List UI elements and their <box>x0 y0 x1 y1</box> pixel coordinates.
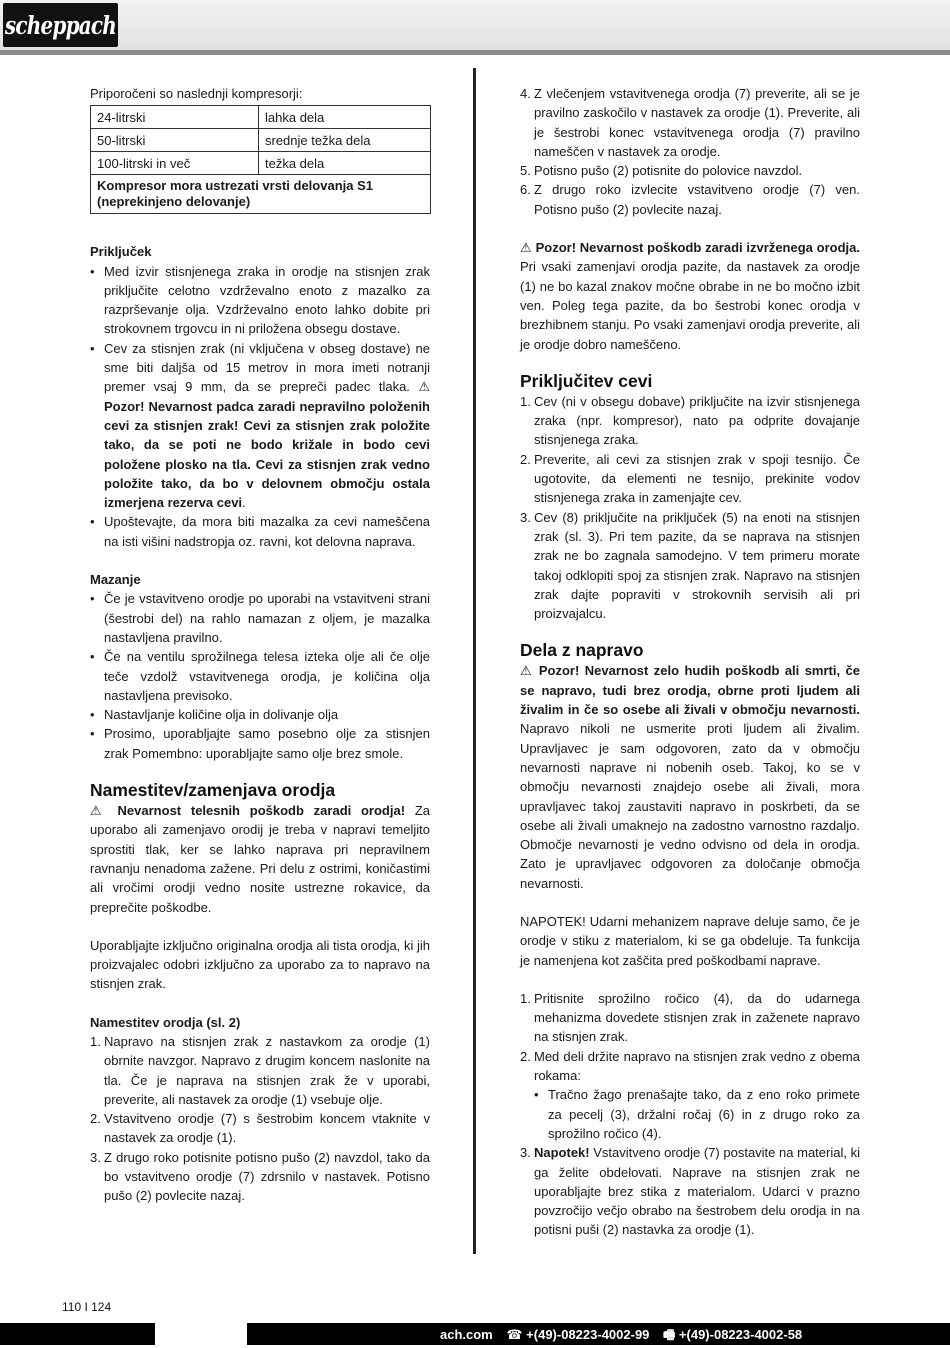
list-item: 1. Pritisnite sprožilno ročico (4), da do udarnega mehanizma dovedete stisnjen zrak in zaženete napravo na stisnjen zrak. <box>520 990 860 1045</box>
compressor-table <box>90 105 431 214</box>
header-bar <box>0 0 950 50</box>
table-row <box>91 175 431 214</box>
table-row <box>91 106 431 129</box>
list-item: 1. Napravo na stisnjen zrak z nastavkom za orodje (1) obrnite navzgor. Napravo z drugim koncem naslonite na tla. Če je naprava na stisnjen zrak že v uporabi, preverite, ali nastavek za orodje (1) vsebuje olje. <box>90 1033 430 1107</box>
list-item: • Nastavljanje količine olja in dolivanje olja <box>90 707 339 723</box>
table-cell: 100-litrski in več <box>91 152 259 175</box>
table-cell: lahka dela <box>259 106 431 129</box>
table-note: Kompresor mora ustrezati vrsti delovanja S1 (neprekinjeno delovanje) <box>91 175 431 214</box>
dela-warning: ⚠ Pozor! Nevarnost zelo hudih poškodb ali smrti, če se napravo, tudi brez orodja, obrne proti ljudem ali živalim in če so osebe ali živali v območju nevarnosti. Napravo nikoli ne usmerite proti ljudem ali živalim. Upravljavec je sam odgovoren, zato da v območju nevarnosti naprave ni nobenih oseb. Takoj, ko se v območju nevarnosti znajdejo osebe ali živali, mora upravljavec takoj zaustaviti napravo in poskrbeti, da se osebe ali živali umaknejo na zadostno varnostno razdaljo. Območje nevarnosti je vedno odvisno od dela in orodja. Zato je upravljavec odgovoren za določanje območja nevarnosti. <box>520 663 860 891</box>
prikljucitev-steps <box>520 392 860 624</box>
section-heading-prikljucek: Priključek <box>90 244 152 260</box>
brand-logo <box>3 3 118 47</box>
compressor-intro: Priporočeni so naslednji kompresorji: <box>90 86 303 101</box>
left-column <box>90 84 430 1206</box>
list-item: 6. Z drugo roko izvlecite vstavitveno orodje (7) ven. Potisno pušo (2) povlecite nazaj. <box>520 182 860 217</box>
dela-steps <box>520 989 860 1240</box>
namestitev-warning: ⚠ Nevarnost telesnih poškodb zaradi orodja! Za uporabo ali zamenjavo orodij je treba v napravi temeljito sprostiti tlak, ker se lahko naprava pri nepravilnem ravnanju nenadoma zažene. Pri delu z ostrimi, koničastimi ali vročimi orodji vedno nosite ustrezne rokavice, da preprečite poškodbe. <box>90 803 430 915</box>
table-row <box>91 129 431 152</box>
list-item: 2. Med deli držite napravo na stisnjen zrak vedno z obema rokama: • Tračno žago prenašajte tako, da z eno roko primete za pecelj (3), držalni ročaj (6) in z drugo roko za sprožilno ročico (4). <box>520 1047 860 1143</box>
dela-sublist <box>534 1085 860 1143</box>
footer-web[interactable]: ach.com <box>440 1327 493 1342</box>
list-item: • Med izvir stisnjenega zraka in orodje na stisnjen zrak priključite celotno vzdrževalno enoto z mazalko za razprševanje olja. Vzdrževalno enoto lahko dobite pri strokovnem trgovcu in ni priložena obsegu dostave. <box>90 263 430 337</box>
namestitev-steps-continued <box>520 84 860 219</box>
section-heading-mazanje: Mazanje <box>90 572 141 588</box>
list-item: • Upoštevajte, da mora biti mazalka za cevi nameščena na isti višini nadstropja oz. ravni, kot delovna naprava. <box>90 514 430 549</box>
list-item: 2. Preverite, ali cevi za stisnjen zrak v spoji tesnijo. Če ugotovite, da elementi ne tesnijo, prekinite vodov stisnjenega zraka in zamenjajte cev. <box>520 451 860 506</box>
subsection-heading-namestitev-orodja: Namestitev orodja (sl. 2) <box>90 1014 241 1030</box>
mazanje-list <box>90 589 430 763</box>
list-item: • Če na ventilu sprožilnega telesa izteka olje ali če olje teče vzdolž vstavitvenega orodja, je količina olja nastavljena previsoko. <box>90 649 430 703</box>
list-item: 1. Cev (ni v obsegu dobave) priključite na izvir stisnjenega zraka (npr. kompresor), nato pa odprite dovajanje stisnjenega zraka. <box>520 393 860 448</box>
list-item: • Cev za stisnjen zrak (ni vključena v obseg dostave) ne sme biti daljša od 15 metrov in mora imeti notranji premer vsaj 9 mm, da se prepreči padec tlaka. ⚠ Pozor! Nevarnost padca zaradi nepravilno položenih cevi za stisnjen zrak! Cevi za stisnjen zrak položite tako, da se poti ne bodo križale in bodo cevi položene plosko na tla. Cevi za stisnjen zrak vedno položite tako, da bo v delovnem območju ostala izmerjena rezerva cevi. <box>90 340 430 511</box>
column-divider <box>473 68 476 1254</box>
list-item: 3. Napotek! Vstavitveno orodje (7) postavite na material, ki ga želite obdelovati. Naprave na stisnjen zrak ne uporabljajte brez stika z materialom. Udarci v prazno povzročijo večjo obrabo na šestrobem delu orodja in na potisni puši (2) nastavka za orodje (1). <box>520 1145 860 1238</box>
brand-logo-text: scheppach <box>4 10 117 40</box>
list-item: 3. Cev (8) priključite na priključek (5) na enoti na stisnjen zrak (sl. 3). Pri tem pazite, da se naprava na stisnjen zrak ne bo zagnala samodejno. V tem primeru morate takoj odklopiti spoj za stisnjen zrak. Napravo na stisnjen zrak dajte popraviti v strokovnih servisih ali pri proizvajalcu. <box>520 509 860 622</box>
section-heading-namestitev: Namestitev/zamenjava orodja <box>90 780 336 801</box>
table-row <box>91 152 431 175</box>
namestitev-paragraph: Uporabljajte izključno originalna orodja ali tista orodja, ki jih proizvajalec odobri izključno za uporabo za to napravo na stisnjen zrak. <box>90 937 430 992</box>
list-item: 3. Z drugo roko potisnite potisno pušo (2) navzdol, tako da bo vstavitveno orodje (7) zdrsnilo v nastavek. Potisno pušo (2) povlecite nazaj. <box>90 1149 430 1204</box>
table-cell: težka dela <box>259 152 431 175</box>
table-cell: srednje težka dela <box>259 129 431 152</box>
table-cell: 24-litrski <box>91 106 259 129</box>
list-item: 5. Potisno pušo (2) potisnite do polovice navzdol. <box>520 163 803 179</box>
right-column <box>520 84 860 1240</box>
napotek-paragraph: NAPOTEK! Udarni mehanizem naprave deluje samo, če je orodje v stiku z materialom, ki se ga obdeluje. Ta funkcija je namenjena kot zaščita pred poškodbami naprave. <box>520 913 860 968</box>
prikljucek-list <box>90 262 430 551</box>
section-heading-dela: Dela z napravo <box>520 640 644 661</box>
footer-fax: 🖷 +(49)-08223-4002-58 <box>663 1327 803 1342</box>
footer-phone: ☎ +(49)-08223-4002-99 <box>506 1327 650 1342</box>
list-item: 2. Vstavitveno orodje (7) s šestrobim koncem vtaknite v nastavek za orodje (1). <box>90 1111 430 1146</box>
section-heading-prikljucitev: Priključitev cevi <box>520 370 653 391</box>
table-cell: 50-litrski <box>91 129 259 152</box>
list-item: 4. Z vlečenjem vstavitvenega orodja (7) preverite, ali se je pravilno zaskočilo v nastavek za orodje (1). Preverite, ali je šestrobi konec vstavitvenega orodja (7) pravilno nameščen v nastavek za orodje. <box>520 86 860 159</box>
namestitev-steps <box>90 1032 430 1206</box>
footer-white-block <box>155 1323 247 1345</box>
pozor-warning: ⚠ Pozor! Nevarnost poškodb zaradi izvrženega orodja. Pri vsaki zamenjavi orodja pazite, da nastavek za orodje (1) ne bo kazal znakov močne obrabe in ne bo močno izbit ven. Poleg tega pazite, da bo šestrobi konec orodja v brezhibnem stanju. Po vsaki zamenjavi orodja preverite, ali je orodje dobro nameščeno. <box>520 240 860 352</box>
list-item: • Prosimo, uporabljajte samo posebno olje za stisnjen zrak Pomembno: uporabljajte samo olje brez smole. <box>90 726 430 761</box>
list-item: • Če je vstavitveno orodje po uporabi na vstavitveni strani (šestrobi del) na rahlo namazan z oljem, je mazalka nastavljena pravilno. <box>90 591 430 645</box>
header-line <box>0 50 950 55</box>
list-item: • Tračno žago prenašajte tako, da z eno roko primete za pecelj (3), držalni ročaj (6) in z drugo roko za sprožilno ročico (4). <box>534 1087 860 1141</box>
page-number: 110 I 124 <box>62 1300 112 1314</box>
